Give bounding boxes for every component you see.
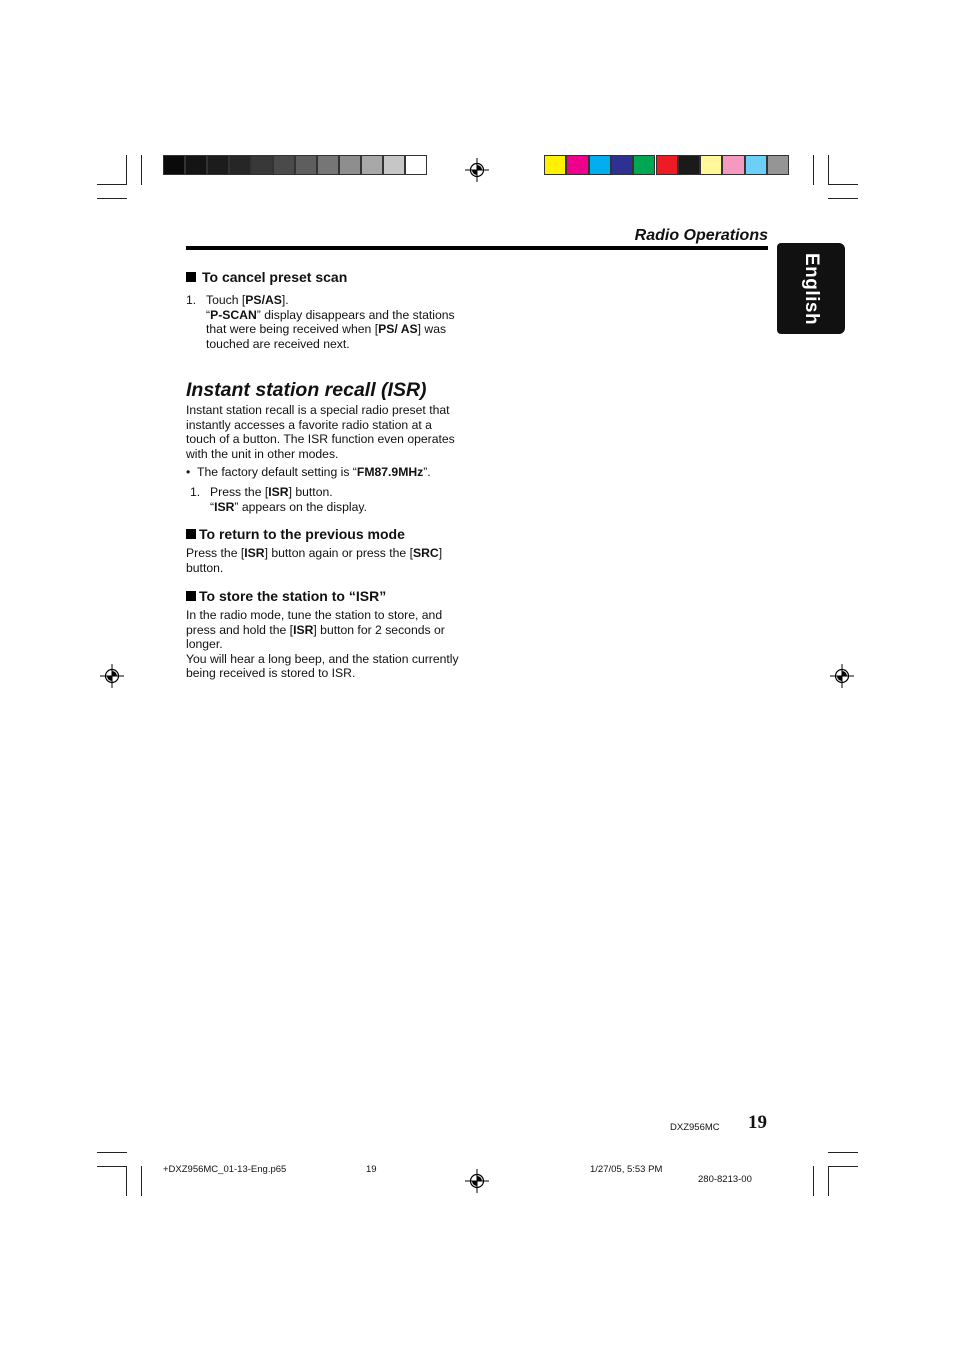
color-swatch	[566, 155, 588, 175]
gray-swatch	[317, 155, 339, 175]
part-number: 280-8213-00	[698, 1174, 752, 1185]
return-mode-section	[186, 526, 462, 575]
cancel-scan-instruction: Touch [PS/AS].	[206, 293, 289, 307]
isr-instruction: Press the [ISR] button.	[210, 484, 333, 499]
registration-mark-icon	[465, 158, 489, 182]
isr-intro: Instant station recall is a special radio preset that instantly accesses a favorite radio station at a touch of a button. The ISR function even operates with the unit in other modes.	[186, 403, 455, 461]
color-swatch	[611, 155, 633, 175]
gray-swatch	[273, 155, 295, 175]
model-number: DXZ956MC	[670, 1122, 720, 1133]
color-swatch	[678, 155, 700, 175]
page-number: 19	[748, 1112, 767, 1133]
isr-step: 1. Press the [ISR] button. “ISR” appears on the display.	[190, 485, 462, 514]
square-bullet-icon	[186, 272, 196, 282]
isr-default-note: • The factory default setting is “FM87.9MHz”.	[186, 465, 431, 480]
store-isr-body: In the radio mode, tune the station to store, and press and hold the [ISR] button for 2 seconds or longer.	[186, 608, 445, 652]
gray-swatch	[163, 155, 185, 175]
cancel-scan-result: “P-SCAN” display disappears and the stations that were being received when [PS/ AS] was touched are received next.	[206, 307, 455, 351]
isr-section	[186, 378, 462, 514]
color-swatch	[700, 155, 722, 175]
gray-swatch	[405, 155, 427, 175]
language-tab	[777, 243, 845, 334]
isr-result: “ISR” appears on the display.	[210, 499, 367, 514]
cancel-scan-heading: To cancel preset scan	[186, 269, 462, 286]
color-swatch	[544, 155, 566, 175]
square-bullet-icon	[186, 529, 196, 539]
color-swatch	[633, 155, 655, 175]
gray-swatch	[251, 155, 273, 175]
registration-mark-icon	[465, 1169, 489, 1193]
header-rule	[186, 246, 768, 250]
gray-swatch	[295, 155, 317, 175]
return-mode-heading: To return to the previous mode	[186, 526, 462, 543]
cancel-scan-step: 1. Touch [PS/AS]. “P-SCAN” display disappears and the stations that were being received when [PS/ AS] was touched are received next.	[186, 293, 462, 351]
gray-swatch	[207, 155, 229, 175]
registration-mark-icon	[100, 664, 124, 688]
color-swatch	[767, 155, 789, 175]
gray-swatch	[361, 155, 383, 175]
registration-mark-icon	[830, 664, 854, 688]
return-mode-body: Press the [ISR] button again or press the [SRC] button.	[186, 546, 443, 575]
color-swatch	[589, 155, 611, 175]
file-page: 19	[366, 1164, 377, 1175]
gray-swatch	[383, 155, 405, 175]
gray-swatch	[185, 155, 207, 175]
color-swatch	[722, 155, 744, 175]
store-isr-heading: To store the station to “ISR”	[186, 588, 462, 605]
square-bullet-icon	[186, 591, 196, 601]
gray-swatch	[229, 155, 251, 175]
color-swatch	[656, 155, 678, 175]
store-isr-body-2: You will hear a long beep, and the station currently being received is stored to ISR.	[186, 651, 459, 681]
store-isr-section	[186, 588, 462, 681]
file-name: +DXZ956MC_01-13-Eng.p65	[163, 1164, 287, 1175]
isr-title: Instant station recall (ISR)	[186, 379, 427, 401]
timestamp: 1/27/05, 5:53 PM	[590, 1164, 663, 1175]
section-title: Radio Operations	[634, 227, 768, 244]
cancel-scan-section	[186, 269, 462, 351]
language-tab-label: English	[801, 252, 822, 325]
color-swatch	[745, 155, 767, 175]
gray-swatch	[339, 155, 361, 175]
